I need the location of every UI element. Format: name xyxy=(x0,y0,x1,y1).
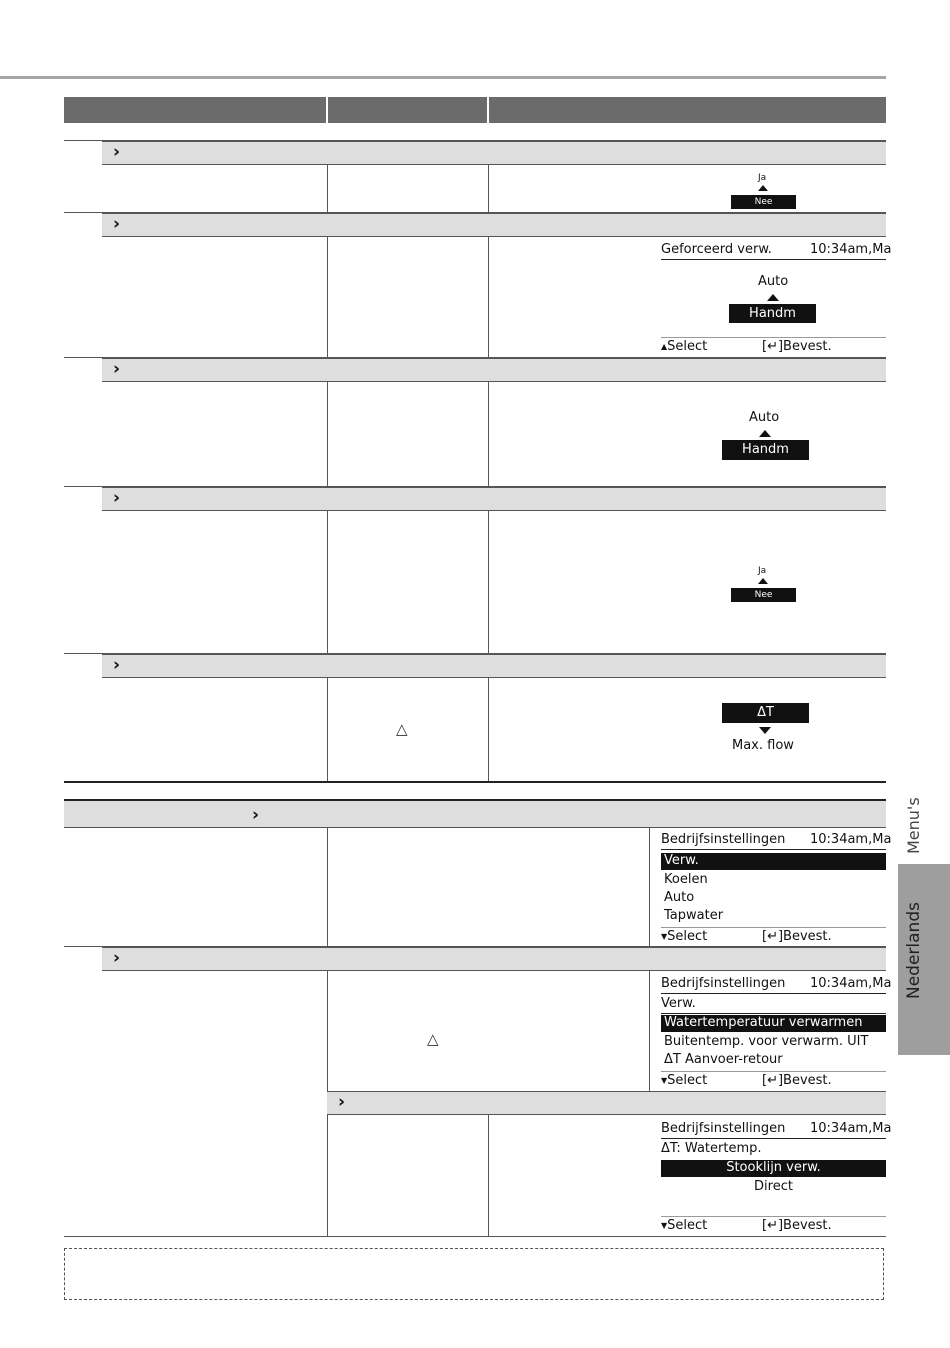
menu-item: Koelen xyxy=(664,872,708,887)
column-divider xyxy=(488,237,489,357)
chevron-right-icon: › xyxy=(113,359,121,379)
screen-time: 10:34am,Ma xyxy=(810,976,892,991)
confirm-hint: [↵]Bevest. xyxy=(762,929,832,944)
confirm-hint: [↵]Bevest. xyxy=(762,1073,832,1088)
screen-footer-rule xyxy=(661,337,886,338)
screen-title: Bedrijfsinstellingen xyxy=(661,1121,786,1136)
screen-rule xyxy=(661,993,886,994)
column-divider xyxy=(488,382,489,486)
submenu-band xyxy=(102,141,886,165)
chevron-right-icon: › xyxy=(113,948,121,968)
column-divider xyxy=(327,382,328,486)
screen-time: 10:34am,Ma xyxy=(810,1121,892,1136)
column-divider xyxy=(327,237,328,357)
chevron-right-icon: › xyxy=(113,488,121,508)
header-separator xyxy=(487,97,489,123)
select-label: Select xyxy=(667,339,708,354)
selected-option: Handm xyxy=(729,304,816,323)
submenu-band xyxy=(102,487,886,511)
submenu-band xyxy=(102,213,886,237)
option-up-label: Ja xyxy=(758,173,767,183)
table-header xyxy=(64,97,886,123)
menu-item: Direct xyxy=(754,1179,793,1194)
select-hint: ▼Select xyxy=(661,1073,708,1088)
menu-band xyxy=(64,801,886,828)
screen-title: Geforceerd verw. xyxy=(661,242,772,257)
screen-title: Bedrijfsinstellingen xyxy=(661,832,786,847)
screen-time: 10:34am,Ma xyxy=(810,832,892,847)
divider xyxy=(64,1236,886,1237)
submenu-band xyxy=(102,947,886,971)
column-divider xyxy=(488,678,489,781)
screen-footer-rule xyxy=(661,927,886,928)
confirm-hint: [↵]Bevest. xyxy=(762,1218,832,1233)
column-divider xyxy=(327,678,328,781)
top-rule xyxy=(0,76,886,79)
select-hint: ▼Select xyxy=(661,929,708,944)
confirm-hint: [↵]Bevest. xyxy=(762,339,832,354)
screen-rule xyxy=(661,259,886,260)
screen-subtitle: ΔT: Watertemp. xyxy=(661,1141,762,1156)
chevron-right-icon: › xyxy=(113,655,121,675)
menu-item: Buitentemp. voor verwarm. UIT xyxy=(664,1034,869,1049)
select-label: Select xyxy=(667,1073,708,1088)
menu-item-selected: Verw. xyxy=(661,853,886,870)
option-up-label: Auto xyxy=(758,274,789,289)
submenu-band xyxy=(102,358,886,382)
warning-icon: △ xyxy=(427,1030,439,1048)
column-divider xyxy=(327,165,328,212)
option-up-label: Ja xyxy=(758,566,767,576)
screen-time: 10:34am,Ma xyxy=(810,242,892,257)
chevron-right-icon: › xyxy=(252,805,260,825)
column-divider xyxy=(488,165,489,212)
submenu-band xyxy=(102,654,886,678)
header-separator xyxy=(326,97,328,123)
menu-item: Tapwater xyxy=(664,908,724,923)
arrow-up-icon xyxy=(759,430,771,437)
chevron-right-icon: › xyxy=(113,142,121,162)
sidebar-section-tab xyxy=(898,797,950,860)
column-divider xyxy=(649,828,650,946)
column-divider xyxy=(327,828,328,946)
arrow-up-icon xyxy=(767,294,779,301)
screen-footer-rule xyxy=(661,1216,886,1217)
option-up-label: Auto xyxy=(749,410,780,425)
column-divider xyxy=(649,971,650,1091)
chevron-right-icon: › xyxy=(113,214,121,234)
screen-footer-rule xyxy=(661,1071,886,1072)
option-down-label: Max. flow xyxy=(732,738,794,753)
selected-option: Nee xyxy=(731,588,796,602)
select-hint: ▼Select xyxy=(661,1218,708,1233)
select-label: Select xyxy=(667,1218,708,1233)
screen-subtitle: Verw. xyxy=(661,996,696,1011)
screen-title: Bedrijfsinstellingen xyxy=(661,976,786,991)
arrow-up-icon xyxy=(758,185,768,191)
submenu-band xyxy=(327,1091,886,1115)
screen-rule xyxy=(661,1138,886,1139)
selected-option: Nee xyxy=(731,195,796,209)
note-box xyxy=(64,1248,884,1300)
screen-rule xyxy=(661,1013,886,1014)
menu-item-selected: Stooklijn verw. xyxy=(661,1160,886,1177)
screen-rule xyxy=(661,849,886,850)
menu-item: Auto xyxy=(664,890,695,905)
arrow-up-icon xyxy=(758,578,768,584)
sidebar-language-label: Nederlands xyxy=(904,902,924,999)
column-divider xyxy=(488,1115,489,1236)
selected-option: ΔT xyxy=(722,703,809,723)
column-divider xyxy=(488,511,489,653)
column-divider xyxy=(327,511,328,653)
sidebar-section-label: Menu's xyxy=(904,797,923,854)
section-end-rule xyxy=(64,781,886,783)
arrow-down-icon xyxy=(759,727,771,734)
warning-icon: △ xyxy=(396,720,408,738)
menu-item-selected: Watertemperatuur verwarmen xyxy=(661,1015,886,1032)
sidebar-language-tab xyxy=(898,864,950,1055)
select-label: Select xyxy=(667,929,708,944)
select-hint: ▲Select xyxy=(661,339,708,354)
menu-item: ΔT Aanvoer-retour xyxy=(664,1052,783,1067)
chevron-right-icon: › xyxy=(338,1092,346,1112)
selected-option: Handm xyxy=(722,440,809,460)
